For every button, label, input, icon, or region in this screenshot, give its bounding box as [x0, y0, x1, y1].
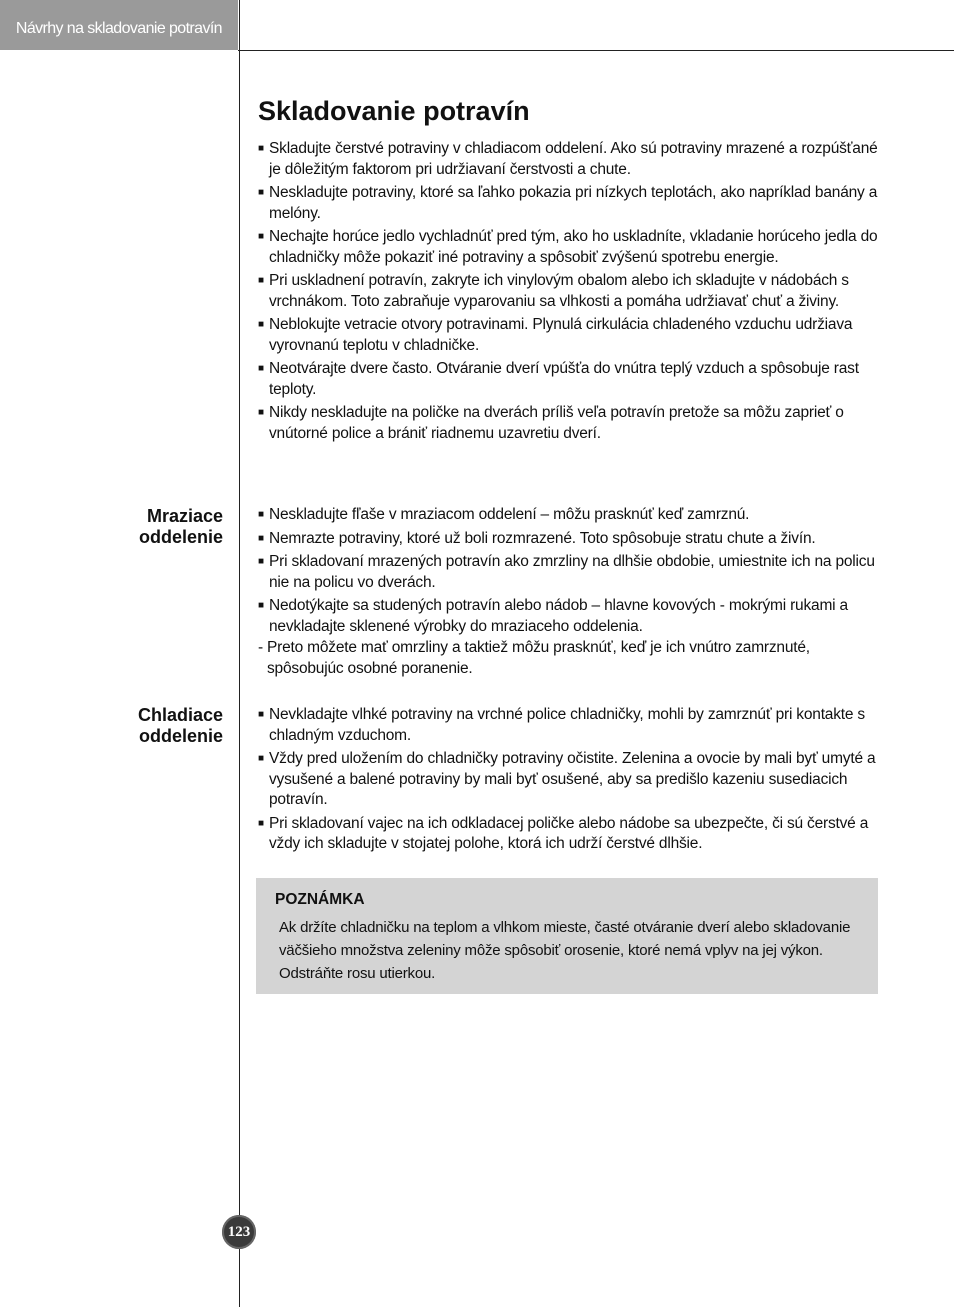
fridge-section-label: Chladiace oddelenie [137, 705, 223, 746]
bullet-icon: ■ [258, 187, 264, 198]
bullet-icon: ■ [258, 600, 264, 611]
fridge-tips-list [258, 705, 878, 858]
page-title: Skladovanie potravín [258, 96, 530, 126]
list-item: ■ Pri skladovaní vajec na ich odkladacej poličke alebo nádobe sa ubezpečte, či sú čerstvé a vždy ich skladujte v stojatej polohe, ktorá ich udrží čerstvé dlhšie. [258, 814, 869, 852]
list-item: ■ Skladujte čerstvé potraviny v chladiacom oddelení. Ako sú potraviny mrazené a rozpúšťané je dôležitým faktorom pri udržiavaní čerstvosti a chute. [258, 140, 878, 178]
freezer-dash-note: - Preto môžete mať omrzliny a taktiež môžu prasknúť, keď je ich vnútro zamrznuté, spôsobujúc osobné poranenie. [258, 639, 810, 677]
page-number: 123 [222, 1215, 256, 1249]
note-title: POZNÁMKA [275, 891, 365, 908]
list-item: ■ Nikdy neskladujte na poličke na dverách príliš veľa potravín pretože sa môžu zaprieť o vnútorné police a brániť riadnemu uzavretiu dverí. [258, 404, 844, 442]
bullet-icon: ■ [258, 709, 264, 720]
bullet-icon: ■ [258, 143, 264, 154]
list-item: ■ Neskladujte potraviny, ktoré sa ľahko pokazia pri nízkych teplotách, ako napríklad banány a melóny. [258, 184, 878, 222]
note-text: Ak držíte chladničku na teplom a vlhkom mieste, časté otváranie dverí alebo skladovanie väčšieho množstva zeleniny môže spôsobiť orosenie, ktoré nemá vplyv na jej výkon. Odstráňte rosu utierkou. [279, 919, 851, 982]
general-tips-list [258, 139, 878, 447]
bullet-icon: ■ [258, 363, 264, 374]
list-item: ■ Neblokujte vetracie otvory potravinami. Plynulá cirkulácia chladeného vzduchu udržiava vyrovnanú teplotu v chladničke. [258, 316, 853, 354]
section-title: Návrhy na skladovanie potravín [15, 20, 222, 37]
list-item: ■ Vždy pred uložením do chladničky potraviny očistite. Zelenina a ovocie by mali byť umyté a vysušené a balené potraviny by mali byť osušené, aby sa predišlo kazeniu susediacich potravín. [258, 750, 876, 808]
list-item: ■ Nedotýkajte sa studených potravín alebo nádob – hlavne kovových - mokrými rukami a nevkladajte sklenené výrobky do mraziaceho oddelenia. [258, 597, 848, 635]
bullet-icon: ■ [258, 532, 264, 544]
bullet-icon: ■ [258, 509, 264, 520]
header-tab [0, 0, 238, 50]
header-divider [238, 50, 954, 51]
list-item: ■ Pri uskladnení potravín, zakryte ich vinylovým obalom alebo ich skladujte v nádobách s vrchnákom. Toto zabraňuje vyparovaniu sa vlhkosti a pomáha udržiavať chuť a živiny. [258, 272, 849, 310]
list-item: ■ Nemrazte potraviny, ktoré už boli rozmrazené. Toto spôsobuje stratu chute a živín. [258, 529, 878, 550]
freezer-tips-list [258, 505, 878, 640]
bullet-icon: ■ [258, 817, 264, 829]
list-item: ■ Neskladujte fľaše v mraziacom oddelení – môžu prasknúť keď zamrznú. [258, 505, 878, 526]
bullet-icon: ■ [258, 556, 264, 567]
dash-marker: - [258, 639, 263, 656]
list-item: ■ Neotvárajte dvere často. Otváranie dverí vpúšťa do vnútra teplý vzduch a spôsobuje rast teploty. [258, 360, 859, 398]
bullet-icon: ■ [258, 407, 264, 418]
bullet-icon: ■ [258, 753, 264, 764]
note-box [256, 878, 878, 994]
bullet-icon: ■ [258, 231, 264, 242]
list-item: ■ Nevkladajte vlhké potraviny na vrchné police chladničky, mohli by zamrznúť pri kontakte s chladným vzduchom. [258, 706, 865, 744]
bullet-icon: ■ [258, 275, 264, 286]
freezer-section-label: Mraziace oddelenie [138, 506, 223, 547]
list-item: ■ Pri skladovaní mrazených potravín ako zmrzliny na dlhšie obdobie, umiestnite ich na policu nie na policu vo dverách. [258, 553, 875, 591]
list-item: ■ Nechajte horúce jedlo vychladnúť pred tým, ako ho uskladníte, vkladanie horúceho jedla do chladničky môže pokaziť iné potraviny a spôsobiť zvýšenú spotrebu energie. [258, 228, 878, 266]
margin-divider [239, 0, 240, 1307]
bullet-icon: ■ [258, 319, 264, 330]
